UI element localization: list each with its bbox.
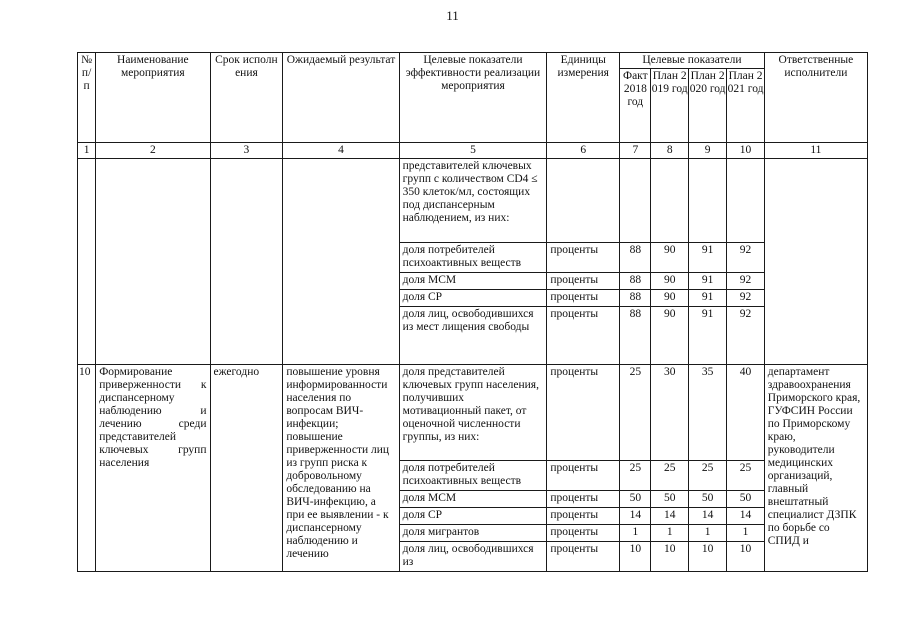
header-fact-2018: Факт 2018 год xyxy=(620,69,651,143)
plan-2020-cell: 91 xyxy=(688,273,726,290)
item9-plan2019-empty xyxy=(651,159,688,243)
indicator-cell: доля лиц, освободившихся из мест лищения свободы xyxy=(399,307,547,365)
plan-2021-cell: 1 xyxy=(727,525,764,542)
item10-term: ежегодно xyxy=(210,365,283,572)
indicator-cell: доля МСМ xyxy=(399,273,547,290)
plan-2020-cell: 91 xyxy=(688,243,726,273)
plan-2020-cell: 14 xyxy=(688,508,726,525)
item9-responsible-cell xyxy=(764,159,867,365)
indicator-cell: доля представителей ключевых групп населения, получивших мотивационный пакет, от оценочной численности группы, из них: xyxy=(399,365,547,461)
plan-2020-cell: 50 xyxy=(688,491,726,508)
item10-result: повышение уровня информированности населения по вопросам ВИЧ-инфекции; повышение приверженности лиц из групп риска к добровольному обследованию на ВИЧ-инфекцию, а при ее выявлении - к диспансерному наблюдению и лечению xyxy=(283,365,399,572)
header-responsible: Ответственные исполнители xyxy=(764,53,867,143)
page-number: 11 xyxy=(446,8,459,23)
indicator-cell: доля потребителей психоактивных веществ xyxy=(399,461,547,491)
item10-name: Формирование приверженности к диспансерному наблюдению и лечению среди представителей ключевых групп населения xyxy=(96,365,210,572)
item10-no: 10 xyxy=(78,365,96,572)
colnum-9: 9 xyxy=(688,143,726,159)
colnum-2: 2 xyxy=(96,143,210,159)
header-plan-2020: План 2020 год xyxy=(688,69,726,143)
unit-cell: проценты xyxy=(547,273,620,290)
table-row xyxy=(78,365,868,461)
plan-2020-cell: 35 xyxy=(688,365,726,461)
indicator-cell: доля мигрантов xyxy=(399,525,547,542)
header-result: Ожидаемый результат xyxy=(283,53,399,143)
header-plan-2021: План 2021 год xyxy=(727,69,764,143)
fact-2018-cell: 25 xyxy=(620,461,651,491)
unit-cell: проценты xyxy=(547,307,620,365)
colnum-10: 10 xyxy=(727,143,764,159)
plan-2019-cell: 10 xyxy=(651,542,688,572)
plan-2021-cell: 92 xyxy=(727,273,764,290)
header-units: Единицы измерения xyxy=(547,53,620,143)
item10-responsible: департамент здравоохранения Приморского края, ГУФСИН России по Приморскому краю, руководители медицинских организаций, главный внештатный специалист ДЗПК по борьбе со СПИД и xyxy=(764,365,867,572)
colnum-1: 1 xyxy=(78,143,96,159)
header-no: № п/п xyxy=(78,53,96,143)
plan-2021-cell: 10 xyxy=(727,542,764,572)
plan-2020-cell: 10 xyxy=(688,542,726,572)
plan-2019-cell: 90 xyxy=(651,243,688,273)
colnum-3: 3 xyxy=(210,143,283,159)
header-plan-2019: План 2019 год xyxy=(651,69,688,143)
item9-plan2021-empty xyxy=(727,159,764,243)
colnum-7: 7 xyxy=(620,143,651,159)
plan-2021-cell: 50 xyxy=(727,491,764,508)
plan-2019-cell: 50 xyxy=(651,491,688,508)
fact-2018-cell: 88 xyxy=(620,243,651,273)
item9-no-cell xyxy=(78,159,96,365)
unit-cell: проценты xyxy=(547,461,620,491)
indicator-cell: доля МСМ xyxy=(399,491,547,508)
indicator-cell: доля СР xyxy=(399,508,547,525)
unit-cell: проценты xyxy=(547,365,620,461)
header-indicators: Целевые показатели эффективности реализации мероприятия xyxy=(399,53,547,143)
item9-name-cell xyxy=(96,159,210,365)
item9-term-cell xyxy=(210,159,283,365)
colnum-11: 11 xyxy=(764,143,867,159)
plan-2019-cell: 90 xyxy=(651,273,688,290)
unit-cell: проценты xyxy=(547,491,620,508)
plan-2021-cell: 40 xyxy=(727,365,764,461)
item9-result-cell xyxy=(283,159,399,365)
unit-cell: проценты xyxy=(547,290,620,307)
fact-2018-cell: 88 xyxy=(620,307,651,365)
item9-unit-empty xyxy=(547,159,620,243)
colnum-4: 4 xyxy=(283,143,399,159)
item9-fact-empty xyxy=(620,159,651,243)
fact-2018-cell: 88 xyxy=(620,273,651,290)
targets-table xyxy=(77,52,868,572)
header-term: Срок исполнения xyxy=(210,53,283,143)
header-name: Наименование мероприятия xyxy=(96,53,210,143)
plan-2019-cell: 90 xyxy=(651,290,688,307)
fact-2018-cell: 14 xyxy=(620,508,651,525)
indicator-cell: доля потребителей психоактивных веществ xyxy=(399,243,547,273)
plan-2020-cell: 1 xyxy=(688,525,726,542)
plan-2020-cell: 91 xyxy=(688,290,726,307)
item9-indicator-intro: представителей ключевых групп с количеством CD4 ≤ 350 клеток/мл, состоящих под диспансерным наблюдением, из них: xyxy=(399,159,547,243)
unit-cell: проценты xyxy=(547,243,620,273)
fact-2018-cell: 10 xyxy=(620,542,651,572)
plan-2021-cell: 25 xyxy=(727,461,764,491)
plan-2019-cell: 1 xyxy=(651,525,688,542)
fact-2018-cell: 25 xyxy=(620,365,651,461)
plan-2019-cell: 25 xyxy=(651,461,688,491)
indicator-cell: доля лиц, освободившихся из xyxy=(399,542,547,572)
unit-cell: проценты xyxy=(547,508,620,525)
header-target-group: Целевые показатели xyxy=(620,53,765,69)
plan-2021-cell: 14 xyxy=(727,508,764,525)
colnum-5: 5 xyxy=(399,143,547,159)
unit-cell: проценты xyxy=(547,542,620,572)
colnum-8: 8 xyxy=(651,143,688,159)
plan-2021-cell: 92 xyxy=(727,307,764,365)
plan-2019-cell: 14 xyxy=(651,508,688,525)
item9-plan2020-empty xyxy=(688,159,726,243)
plan-2019-cell: 90 xyxy=(651,307,688,365)
indicator-cell: доля СР xyxy=(399,290,547,307)
plan-2020-cell: 25 xyxy=(688,461,726,491)
fact-2018-cell: 50 xyxy=(620,491,651,508)
plan-2021-cell: 92 xyxy=(727,243,764,273)
fact-2018-cell: 1 xyxy=(620,525,651,542)
colnum-6: 6 xyxy=(547,143,620,159)
fact-2018-cell: 88 xyxy=(620,290,651,307)
unit-cell: проценты xyxy=(547,525,620,542)
plan-2020-cell: 91 xyxy=(688,307,726,365)
plan-2021-cell: 92 xyxy=(727,290,764,307)
plan-2019-cell: 30 xyxy=(651,365,688,461)
